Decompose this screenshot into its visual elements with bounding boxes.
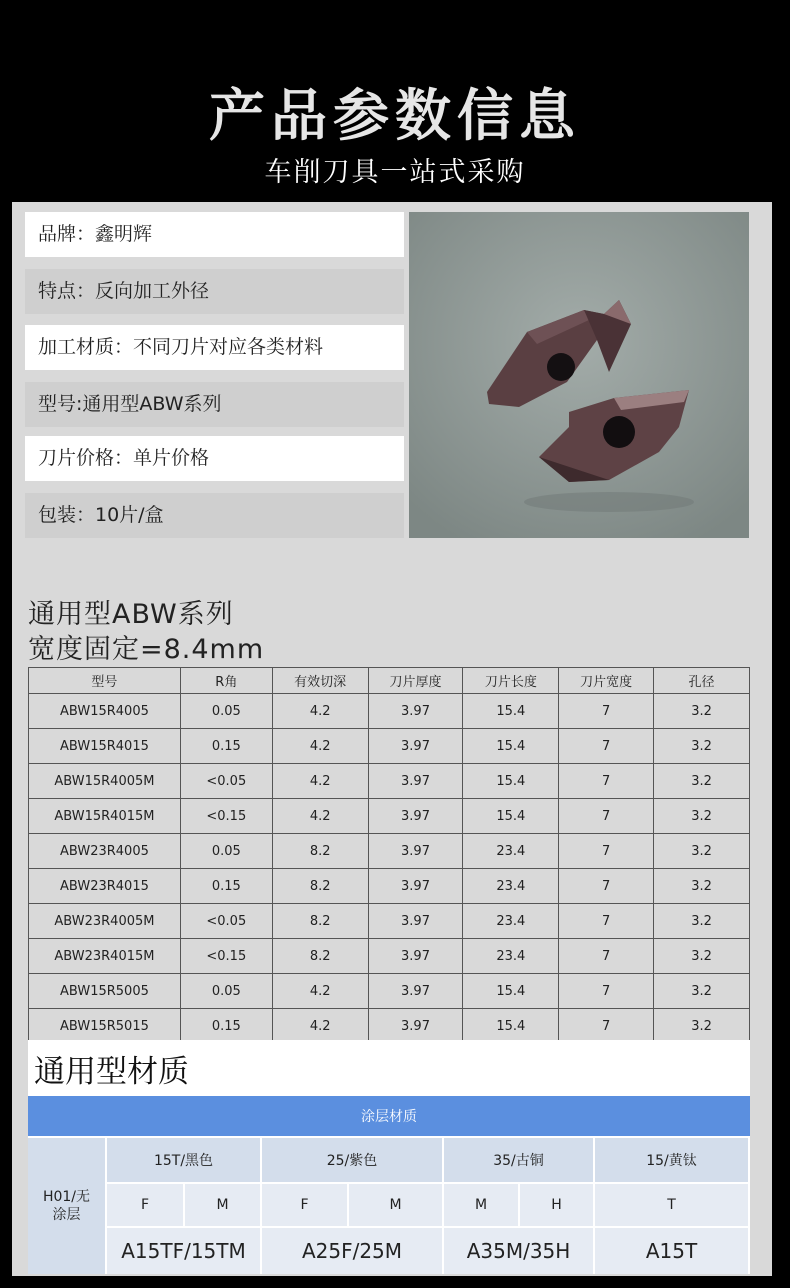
table-cell: 7 [559, 939, 654, 974]
table-cell: 15.4 [463, 1009, 559, 1044]
page-title: 产品参数信息 [209, 84, 581, 149]
table-cell: 3.2 [654, 764, 750, 799]
info-price: 刀片价格：单片价格 [25, 436, 404, 481]
table-cell: 3.97 [368, 834, 463, 869]
grade-code: A35M/35H [444, 1228, 595, 1274]
table-cell: 7 [559, 729, 654, 764]
table-cell: 0.15 [180, 729, 272, 764]
table-cell: 3.97 [368, 939, 463, 974]
grade-35: 35/古铜 [444, 1138, 595, 1184]
table-cell: 4.2 [272, 694, 368, 729]
table-row [29, 729, 750, 764]
h01-label-line1: H01/无 [42, 1189, 91, 1205]
table-cell: 3.2 [654, 869, 750, 904]
table-cell: 3.2 [654, 729, 750, 764]
table-cell: 3.97 [368, 729, 463, 764]
material-title: 通用型材质 [34, 1054, 189, 1090]
insert-illustration [409, 212, 749, 538]
table-cell: 23.4 [463, 904, 559, 939]
table-cell: 3.97 [368, 1009, 463, 1044]
table-cell: ABW15R5015 [29, 1009, 181, 1044]
table-row [29, 834, 750, 869]
grade-25: 25/紫色 [262, 1138, 444, 1184]
table-cell: ABW15R4005 [29, 694, 181, 729]
table-row [29, 764, 750, 799]
sub-type: T [595, 1184, 750, 1228]
table-cell: 15.4 [463, 974, 559, 1009]
table-cell: 0.15 [180, 1009, 272, 1044]
table-cell: 4.2 [272, 799, 368, 834]
table-cell: ABW15R4015 [29, 729, 181, 764]
table-cell: ABW15R5005 [29, 974, 181, 1009]
table-cell: 7 [559, 1009, 654, 1044]
table-cell: 4.2 [272, 729, 368, 764]
table-cell: 0.05 [180, 694, 272, 729]
table-cell: 15.4 [463, 694, 559, 729]
grade-code: A15T [595, 1228, 750, 1274]
sub-type: M [349, 1184, 444, 1228]
spec-table [28, 667, 750, 1044]
product-photo [409, 212, 749, 538]
sub-type: F [107, 1184, 185, 1228]
table-row [29, 799, 750, 834]
table-cell: 3.2 [654, 799, 750, 834]
grade-15: 15/黄钛 [595, 1138, 750, 1184]
col-header: R角 [180, 668, 272, 694]
table-cell: <0.05 [180, 764, 272, 799]
series-width: 宽度固定=8.4mm [28, 634, 265, 665]
table-cell: ABW15R4005M [29, 764, 181, 799]
col-header: 刀片厚度 [368, 668, 463, 694]
table-row [29, 904, 750, 939]
table-row [29, 939, 750, 974]
table-cell: 15.4 [463, 729, 559, 764]
table-cell: 15.4 [463, 799, 559, 834]
table-cell: 3.97 [368, 694, 463, 729]
table-cell: 4.2 [272, 764, 368, 799]
bottom-border [0, 1276, 790, 1288]
table-cell: <0.05 [180, 904, 272, 939]
table-row [29, 1009, 750, 1044]
table-cell: 4.2 [272, 974, 368, 1009]
grade-code: A15TF/15TM [107, 1228, 262, 1274]
table-cell: 8.2 [272, 904, 368, 939]
table-cell: 3.97 [368, 869, 463, 904]
material-title-bar [28, 1040, 750, 1096]
col-header: 孔径 [654, 668, 750, 694]
table-row [29, 974, 750, 1009]
table-cell: 0.05 [180, 974, 272, 1009]
info-material: 加工材质：不同刀片对应各类材料 [25, 325, 404, 370]
col-header: 刀片宽度 [559, 668, 654, 694]
table-cell: 23.4 [463, 869, 559, 904]
sub-type: H [520, 1184, 595, 1228]
grade-code: A25F/25M [262, 1228, 444, 1274]
table-row [29, 869, 750, 904]
table-cell: 8.2 [272, 834, 368, 869]
table-cell: 7 [559, 834, 654, 869]
col-header: 刀片长度 [463, 668, 559, 694]
page-header [0, 0, 790, 200]
table-cell: 3.97 [368, 764, 463, 799]
table-row [29, 694, 750, 729]
table-cell: <0.15 [180, 799, 272, 834]
table-cell: 7 [559, 694, 654, 729]
sub-type: M [444, 1184, 520, 1228]
table-cell: 3.2 [654, 1009, 750, 1044]
material-table [28, 1096, 750, 1274]
table-cell: 3.2 [654, 939, 750, 974]
spec-header-row [29, 668, 750, 694]
table-cell: ABW23R4005 [29, 834, 181, 869]
table-cell: 3.97 [368, 974, 463, 1009]
col-header: 型号 [29, 668, 181, 694]
table-cell: 3.2 [654, 834, 750, 869]
table-cell: 8.2 [272, 869, 368, 904]
table-cell: 7 [559, 869, 654, 904]
grade-15t: 15T/黑色 [107, 1138, 262, 1184]
info-package: 包装：10片/盒 [25, 493, 404, 538]
info-brand: 品牌：鑫明辉 [25, 212, 404, 257]
table-cell: 0.15 [180, 869, 272, 904]
table-cell: 7 [559, 974, 654, 1009]
table-cell: 7 [559, 904, 654, 939]
table-cell: 7 [559, 799, 654, 834]
table-cell: 7 [559, 764, 654, 799]
info-model: 型号:通用型ABW系列 [25, 382, 404, 427]
table-cell: 23.4 [463, 834, 559, 869]
h01-label-line2: 涂层 [52, 1207, 81, 1223]
sub-type: M [185, 1184, 262, 1228]
col-header: 有效切深 [272, 668, 368, 694]
table-cell: 8.2 [272, 939, 368, 974]
coating-header: 涂层材质 [28, 1096, 750, 1136]
series-title: 通用型ABW系列 [28, 599, 234, 630]
h01-label-cell [28, 1138, 107, 1274]
table-cell: <0.15 [180, 939, 272, 974]
sub-type: F [262, 1184, 349, 1228]
table-cell: 23.4 [463, 939, 559, 974]
table-cell: 3.97 [368, 799, 463, 834]
table-cell: ABW15R4015M [29, 799, 181, 834]
info-feature: 特点：反向加工外径 [25, 269, 404, 314]
table-cell: ABW23R4015M [29, 939, 181, 974]
table-cell: ABW23R4005M [29, 904, 181, 939]
table-cell: 4.2 [272, 1009, 368, 1044]
table-cell: 15.4 [463, 764, 559, 799]
page-subtitle: 车削刀具一站式采购 [264, 157, 526, 188]
table-cell: 3.2 [654, 694, 750, 729]
table-cell: ABW23R4015 [29, 869, 181, 904]
table-cell: 3.97 [368, 904, 463, 939]
table-cell: 0.05 [180, 834, 272, 869]
table-cell: 3.2 [654, 904, 750, 939]
table-cell: 3.2 [654, 974, 750, 1009]
